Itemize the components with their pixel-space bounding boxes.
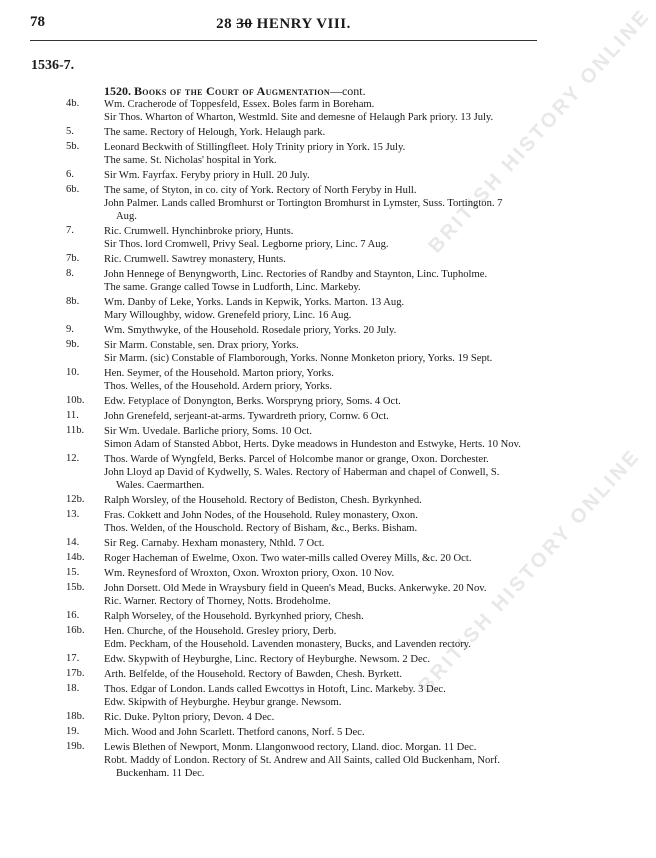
entry-folio: 11b. (66, 425, 85, 436)
entry-folio: 9. (66, 324, 74, 335)
section-number: 1520. (104, 84, 131, 98)
list-item (0, 169, 567, 182)
entry-folio: 18b. (66, 711, 85, 722)
entry-line: Ric. Duke. Pylton priory, Devon. 4 Dec. (104, 712, 275, 723)
entry-list (0, 98, 567, 782)
entry-folio: 12b. (66, 494, 85, 505)
entry-line: Sir Wm. Fayrfax. Feryby priory in Hull. 20 July. (104, 170, 310, 181)
section-label: Books of the Court of Augmentation (134, 84, 330, 98)
entry-folio: 14. (66, 537, 80, 548)
list-item (0, 410, 567, 423)
entry-line: Edw. Skipwith of Heyburghe. Heybur grange. Newsom. (104, 697, 342, 708)
running-title (0, 16, 567, 33)
entry-text (104, 582, 522, 608)
list-item (0, 184, 567, 223)
entry-text (104, 494, 522, 507)
entry-folio: 5b. (66, 141, 80, 152)
entry-line: Wm. Cracherode of Toppesfeld, Essex. Boles farm in Boreham. (104, 99, 375, 110)
entry-line: The same, of Styton, in co. city of York. Rectory of North Feryby in Hull. (104, 185, 417, 196)
entry-folio: 15. (66, 567, 80, 578)
entry-text (104, 653, 522, 666)
entry-folio: 4b. (66, 98, 80, 109)
entry-text (104, 625, 522, 651)
entry-line: John Palmer. Lands called Bromhurst or Tortington Bromhurst in Lymster, Suss. Tortington. 7 Aug. (104, 198, 503, 222)
entry-folio: 12. (66, 453, 80, 464)
watermark-text: BRITISH HISTORY ONLINE (414, 444, 645, 698)
entry-line: Wm. Danby of Leke, Yorks. Lands in Kepwik, Yorks. Marton. 13 Aug. (104, 297, 405, 308)
entry-line: Roger Hacheman of Ewelme, Oxon. Two water-mills called Overey Mills, &c. 20 Oct. (104, 553, 472, 564)
title-reign-year: 28 (216, 16, 233, 32)
list-item (0, 324, 567, 337)
list-item (0, 509, 567, 535)
year-label: 1536-7. (31, 58, 75, 73)
entry-text (104, 141, 522, 167)
entry-text (104, 268, 522, 294)
entry-line: Sir Wm. Uvedale. Barliche priory, Soms. 10 Oct. (104, 426, 313, 437)
entry-text (104, 126, 522, 139)
list-item (0, 98, 567, 124)
entry-line: Wm. Smythwyke, of the Household. Rosedale priory, Yorks. 20 July. (104, 325, 397, 336)
entry-line: Thos. Welden, of the Houschold. Rectory of Bisham, &c., Berks. Bisham. (104, 523, 418, 534)
entry-folio: 15b. (66, 582, 85, 593)
entry-text (104, 324, 522, 337)
list-item (0, 537, 567, 550)
entry-folio: 6b. (66, 184, 80, 195)
entry-line: Thos. Welles, of the Household. Ardern priory, Yorks. (104, 381, 333, 392)
list-item (0, 268, 567, 294)
entry-folio: 18. (66, 683, 80, 694)
entry-text (104, 425, 522, 451)
entry-text (104, 668, 522, 681)
entry-line: Thos. Edgar of London. Lands called Ewcottys in Hotoft, Linc. Markeby. 3 Dec. (104, 684, 446, 695)
list-item (0, 668, 567, 681)
entry-line: Sir Marm. Constable, sen. Drax priory, Yorks. (104, 340, 299, 351)
entry-folio: 14b. (66, 552, 85, 563)
section-suffix: —cont. (329, 84, 366, 98)
entry-line: Lewis Blethen of Newport, Monm. Llangonwood rectory, Lland. dioc. Morgan. 11 Dec. (104, 742, 477, 753)
entry-line: Edm. Peckham, of the Household. Lavenden monastery, Bucks, and Lavenden rectory. (104, 639, 471, 650)
entry-line: John Grenefeld, serjeant-at-arms. Tywardreth priory, Cornw. 6 Oct. (104, 411, 389, 422)
list-item (0, 253, 567, 266)
entry-folio: 17. (66, 653, 80, 664)
entry-text (104, 453, 522, 492)
list-item (0, 126, 567, 139)
entry-folio: 9b. (66, 339, 80, 350)
entry-line: John Hennege of Benyngworth, Linc. Rectories of Randby and Staynton, Linc. Tupholme. (104, 269, 488, 280)
entry-line: Ralph Worseley, of the Household. Byrkynhed priory, Chesh. (104, 611, 364, 622)
entry-folio: 19b. (66, 741, 85, 752)
entry-folio: 6. (66, 169, 74, 180)
entry-line: Sir Reg. Carnaby. Hexham monastery, Nthld. 7 Oct. (104, 538, 325, 549)
entry-line: Mich. Wood and John Scarlett. Thetford canons, Norf. 5 Dec. (104, 727, 365, 738)
list-item (0, 395, 567, 408)
list-item (0, 141, 567, 167)
title-king: HENRY VIII. (256, 16, 351, 32)
entry-line: Ric. Crumwell. Sawtrey monastery, Hunts. (104, 254, 286, 265)
entry-text (104, 610, 522, 623)
entry-text (104, 741, 522, 780)
entry-line: Arth. Belfelde, of the Household. Rectory of Bawden, Chesh. Byrkett. (104, 669, 403, 680)
list-item (0, 339, 567, 365)
entry-line: Mary Willoughby, widow. Grenefeld priory, Linc. 16 Aug. (104, 310, 352, 321)
entry-text (104, 552, 522, 565)
entry-line: Ralph Worsley, of the Household. Rectory of Bediston, Chesh. Byrkynhed. (104, 495, 422, 506)
list-item (0, 653, 567, 666)
entry-line: Fras. Cokkett and John Nodes, of the Household. Ruley monastery, Oxon. (104, 510, 418, 521)
list-item (0, 582, 567, 608)
entry-text (104, 683, 522, 709)
entry-text (104, 184, 522, 223)
entry-folio: 13. (66, 509, 80, 520)
page-number: 78 (30, 14, 45, 30)
entry-folio: 19. (66, 726, 80, 737)
entry-text (104, 395, 522, 408)
entry-line: The same. Rectory of Helough, York. Helaugh park. (104, 127, 326, 138)
entry-folio: 10b. (66, 395, 85, 406)
entry-text (104, 509, 522, 535)
entry-text (104, 296, 522, 322)
entry-line: Sir Thos. Wharton of Wharton, Westmld. Site and demesne of Helaugh Park priory. 13 July. (104, 112, 494, 123)
entry-line: Hen. Seymer, of the Household. Marton priory, Yorks. (104, 368, 334, 379)
entry-line: The same. Grange called Towse in Ludforth, Linc. Markeby. (104, 282, 361, 293)
entry-line: The same. St. Nicholas' hospital in York. (104, 155, 277, 166)
entry-line: Thos. Warde of Wyngfeld, Berks. Parcel of Holcombe manor or grange, Oxon. Dorchester. (104, 454, 489, 465)
entry-folio: 10. (66, 367, 80, 378)
list-item (0, 296, 567, 322)
entry-text (104, 98, 522, 124)
entry-folio: 11. (66, 410, 79, 421)
entry-text (104, 253, 522, 266)
entry-line: Sir Marm. (sic) Constable of Flamborough, Yorks. Nonne Monketon priory, Yorks. 19 Sept. (104, 353, 493, 364)
entry-line: Robt. Maddy of London. Rectory of St. Andrew and All Saints, called Old Buckenham, Norf. Buckenham. 11 Dec. (104, 755, 501, 779)
header-rule (30, 40, 537, 41)
title-struck-year: 30 (236, 16, 253, 32)
entry-folio: 8b. (66, 296, 80, 307)
entry-text (104, 726, 522, 739)
entry-text (104, 537, 522, 550)
list-item (0, 610, 567, 623)
entry-line: John Lloyd ap David of Kydwelly, S. Wales. Rectory of Haberman and chapel of Conwell, S. Wales. Caermarthen. (104, 467, 500, 491)
list-item (0, 453, 567, 492)
entry-line: Simon Adam of Stansted Abbot, Herts. Dyke meadows in Hundeston and Estwyke, Herts. 10 Nov. (104, 439, 521, 450)
entry-line: Ric. Crumwell. Hynchinbroke priory, Hunts. (104, 226, 294, 237)
list-item (0, 367, 567, 393)
entry-text (104, 169, 522, 182)
entry-line: Leonard Beckwith of Stillingfleet. Holy Trinity priory in York. 15 July. (104, 142, 406, 153)
section-heading (104, 84, 366, 99)
entry-text (104, 225, 522, 251)
list-item (0, 741, 567, 780)
list-item (0, 726, 567, 739)
list-item (0, 683, 567, 709)
entry-text (104, 367, 522, 393)
entry-line: John Dorsett. Old Mede in Wraysbury field in Queen's Mead, Bucks. Ankerwyke. 20 Nov. (104, 583, 487, 594)
entry-folio: 17b. (66, 668, 85, 679)
entry-folio: 8. (66, 268, 74, 279)
list-item (0, 711, 567, 724)
list-item (0, 494, 567, 507)
list-item (0, 225, 567, 251)
entry-line: Sir Thos. lord Cromwell, Privy Seal. Legborne priory, Linc. 7 Aug. (104, 239, 389, 250)
entry-line: Edw. Skypwith of Heyburghe, Linc. Rectory of Heyburghe. Newsom. 2 Dec. (104, 654, 431, 665)
entry-line: Ric. Warner. Rectory of Thorney, Notts. Brodeholme. (104, 596, 331, 607)
entry-text (104, 711, 522, 724)
list-item (0, 552, 567, 565)
entry-text (104, 567, 522, 580)
watermark-text: BRITISH HISTORY ONLINE (424, 4, 655, 258)
entry-folio: 16b. (66, 625, 85, 636)
entry-line: Wm. Reynesford of Wroxton, Oxon. Wroxton priory, Oxon. 10 Nov. (104, 568, 395, 579)
entry-line: Hen. Churche, of the Household. Gresley priory, Derb. (104, 626, 337, 637)
list-item (0, 625, 567, 651)
entry-folio: 7. (66, 225, 74, 236)
entry-line: Edw. Fetyplace of Donyngton, Berks. Worspryng priory, Soms. 4 Oct. (104, 396, 401, 407)
entry-folio: 5. (66, 126, 74, 137)
entry-folio: 7b. (66, 253, 80, 264)
list-item (0, 567, 567, 580)
entry-folio: 16. (66, 610, 80, 621)
list-item (0, 425, 567, 451)
entry-text (104, 410, 522, 423)
entry-text (104, 339, 522, 365)
